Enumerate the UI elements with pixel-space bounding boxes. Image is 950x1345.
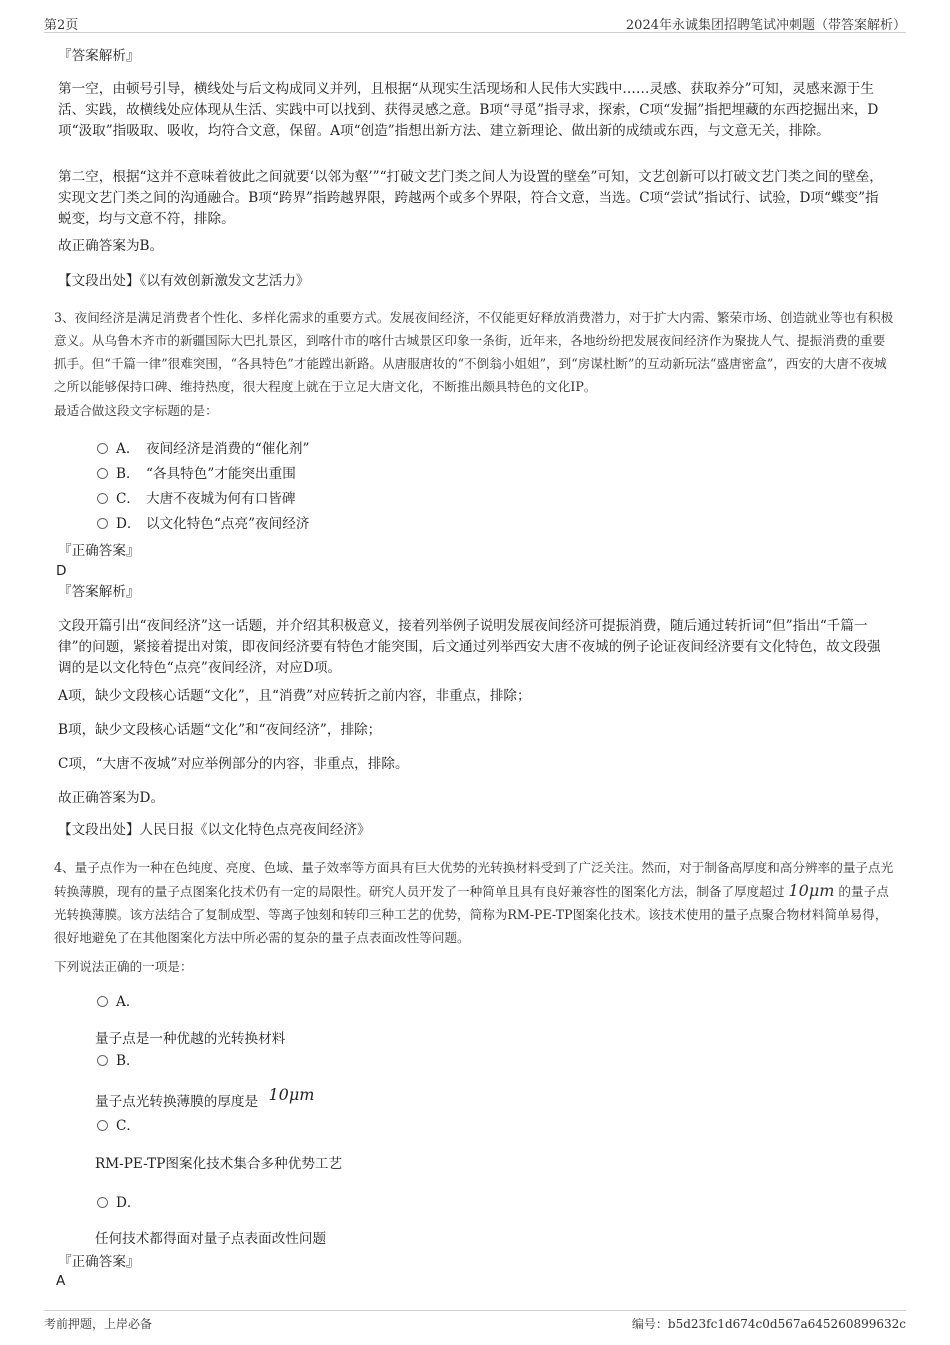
option-b[interactable] <box>97 1051 140 1071</box>
option-letter: D． <box>116 516 141 532</box>
option-c-text: RM-PE-TP图案化技术集合多种优势工艺 <box>95 1156 343 1172</box>
analysis-option-b: B项，缺少文段核心话题“文化”和“夜间经济”，排除； <box>58 722 382 738</box>
question-prompt: 下列说法正确的一项是： <box>54 959 193 974</box>
page-number: 第2页 <box>44 18 79 33</box>
option-text: 以文化特色“点亮”夜间经济 <box>146 516 310 532</box>
answer-conclusion: 故正确答案为D。 <box>58 790 165 806</box>
option-letter: C． <box>116 1118 140 1134</box>
analysis-label: 『答案解析』 <box>58 48 140 64</box>
option-letter: A． <box>116 994 140 1010</box>
option-b[interactable] <box>97 464 296 484</box>
answer-conclusion: 故正确答案为B。 <box>58 238 164 254</box>
stem-part: 4、量子点作为一种在色纯度、亮度、色域、量子效率等方面具有巨大优势的光转换材料受到了广泛关注。然而，对于制备高厚度和高分辨率的量子点光转换薄膜，现有的量子点图案化技术仍有一定的局限性。研究人员开发了一种简单且具有良好兼容性的图案化方法，制备了厚度超过 <box>54 860 894 899</box>
option-text: 夜间经济是消费的“催化剂” <box>146 441 310 457</box>
stem-part: 的量子点光转换薄膜。该方法结合了复制成型、等离子蚀刻和转印三种工艺的优势，简称为RM-PE-TP图案化技术。该技术使用的量子点聚合物材料简单易得，很好地避免了在其他图案化方法中所必需的复杂的量子点表面改性等问题。 <box>54 884 889 945</box>
page-header <box>44 10 906 33</box>
radio-icon[interactable] <box>97 1120 108 1131</box>
option-a[interactable] <box>97 992 139 1012</box>
answer-label: 『正确答案』 <box>58 543 140 559</box>
analysis-paragraph: 第一空，由顿号引导，横线处与后文构成同义并列，且根据“从现实生活现场和人民伟大实践中……灵感、获取养分”可知，灵感来源于生活、实践，故横线处应体现从生活、实践中可以找到、获得灵感之意。B项“寻觅”指寻求，探索，C项“发掘”指把埋藏的东西挖掘出来，D项“汲取”指吸取、吸收，均符合文意，保留。A项“创造”指想出新方法、建立新理论、做出新的成绩或东西，与文意无关，排除。 <box>58 81 879 139</box>
option-a[interactable] <box>97 439 309 459</box>
option-letter: C． <box>116 491 140 507</box>
analysis-paragraph: 文段开篇引出“夜间经济”这一话题，并介绍其积极意义，接着列举例子说明发展夜间经济可提振消费，随后通过转折词“但”指出“千篇一律”的问题，紧接着提出对策，即夜间经济要有特色才能突围，后文通过列举西安大唐不夜城的例子论证夜间经济要有文化特色，故文段强调的是以文化特色“点亮”夜间经济，对应D项。 <box>58 618 881 676</box>
question-stem <box>54 856 896 949</box>
footer-slogan: 考前押题，上岸必备 <box>44 1317 153 1331</box>
answer-label: 『正确答案』 <box>58 1254 140 1270</box>
correct-answer: A <box>56 1273 66 1289</box>
question-prompt: 最适合做这段文字标题的是： <box>54 403 218 418</box>
option-text: 量子点光转换薄膜的厚度是 <box>95 1094 259 1110</box>
radio-icon[interactable] <box>97 468 108 479</box>
analysis-paragraph: 第二空，根据“这并不意味着彼此之间就要‘以邻为壑’”“打破文艺门类之间人为设置的壁垒”可知，文艺创新可以打破文艺门类之间的壁垒，实现文艺门类之间的沟通融合。B项“跨界”指跨越界限，跨越两个或多个界限，符合文意，当选。C项“尝试”指试行、试验，D项“蝶变”指蜕变，均与文意不符，排除。 <box>58 169 883 227</box>
radio-icon[interactable] <box>97 518 108 529</box>
option-letter: A． <box>116 441 140 457</box>
option-c[interactable] <box>97 1116 140 1136</box>
document-title: 2024年永诚集团招聘笔试冲刺题（带答案解析） <box>625 18 906 33</box>
source-citation: 【文段出处】人民日报《以文化特色点亮夜间经济》 <box>58 822 371 838</box>
analysis-label: 『答案解析』 <box>58 584 140 600</box>
option-letter: D． <box>116 1195 141 1211</box>
question-stem: 3、夜间经济是满足消费者个性化、多样化需求的重要方式。发展夜间经济，不仅能更好释放消费潜力，对于扩大内需、繁荣市场、创造就业等也有积极意义。从乌鲁木齐市的新疆国际大巴扎景区，到喀什市的喀什古城景区印象一条街，近年来，各地纷纷把发展夜间经济作为聚拢人气、提振消费的重要抓手。但“千篇一律”很难突围，“各具特色”才能蹚出新路。从唐服唐妆的“不倒翁小姐姐”，到“房谋杜断”的互动新玩法“盛唐密盒”，西安的大唐不夜城之所以能够保持口碑、维持热度，很大程度上就在于立足大唐文化，不断推出颇具特色的文化IP。 <box>54 310 894 394</box>
document-id: 编号：b5d23fc1d674c0d567a645260899632c <box>631 1317 906 1331</box>
option-d-text: 任何技术都得面对量子点表面改性问题 <box>95 1231 327 1247</box>
radio-icon[interactable] <box>97 996 108 1007</box>
math-expression: 10μm <box>788 881 835 900</box>
option-d[interactable] <box>97 1193 141 1213</box>
option-a-text: 量子点是一种优越的光转换材料 <box>95 1031 286 1047</box>
radio-icon[interactable] <box>97 1197 108 1208</box>
radio-icon[interactable] <box>97 1055 108 1066</box>
correct-answer: D <box>56 563 67 579</box>
option-b-text <box>95 1085 315 1112</box>
option-letter: B． <box>116 466 140 482</box>
option-text: 大唐不夜城为何有口皆碑 <box>146 491 296 507</box>
radio-icon[interactable] <box>97 443 108 454</box>
page-footer <box>44 1310 906 1337</box>
source-citation: 【文段出处】《以有效创新激发文艺活力》 <box>58 273 310 289</box>
option-d[interactable] <box>97 514 309 534</box>
option-text: “各具特色”才能突出重围 <box>146 466 296 482</box>
option-c[interactable] <box>97 489 296 509</box>
math-expression: 10μm <box>268 1085 315 1104</box>
radio-icon[interactable] <box>97 493 108 504</box>
option-letter: B． <box>116 1053 140 1069</box>
analysis-option-c: C项，“大唐不夜城”对应举例部分的内容，非重点，排除。 <box>58 756 409 772</box>
analysis-option-a: A项，缺少文段核心话题“文化”，且“消费”对应转折之前内容，非重点，排除； <box>58 688 531 704</box>
